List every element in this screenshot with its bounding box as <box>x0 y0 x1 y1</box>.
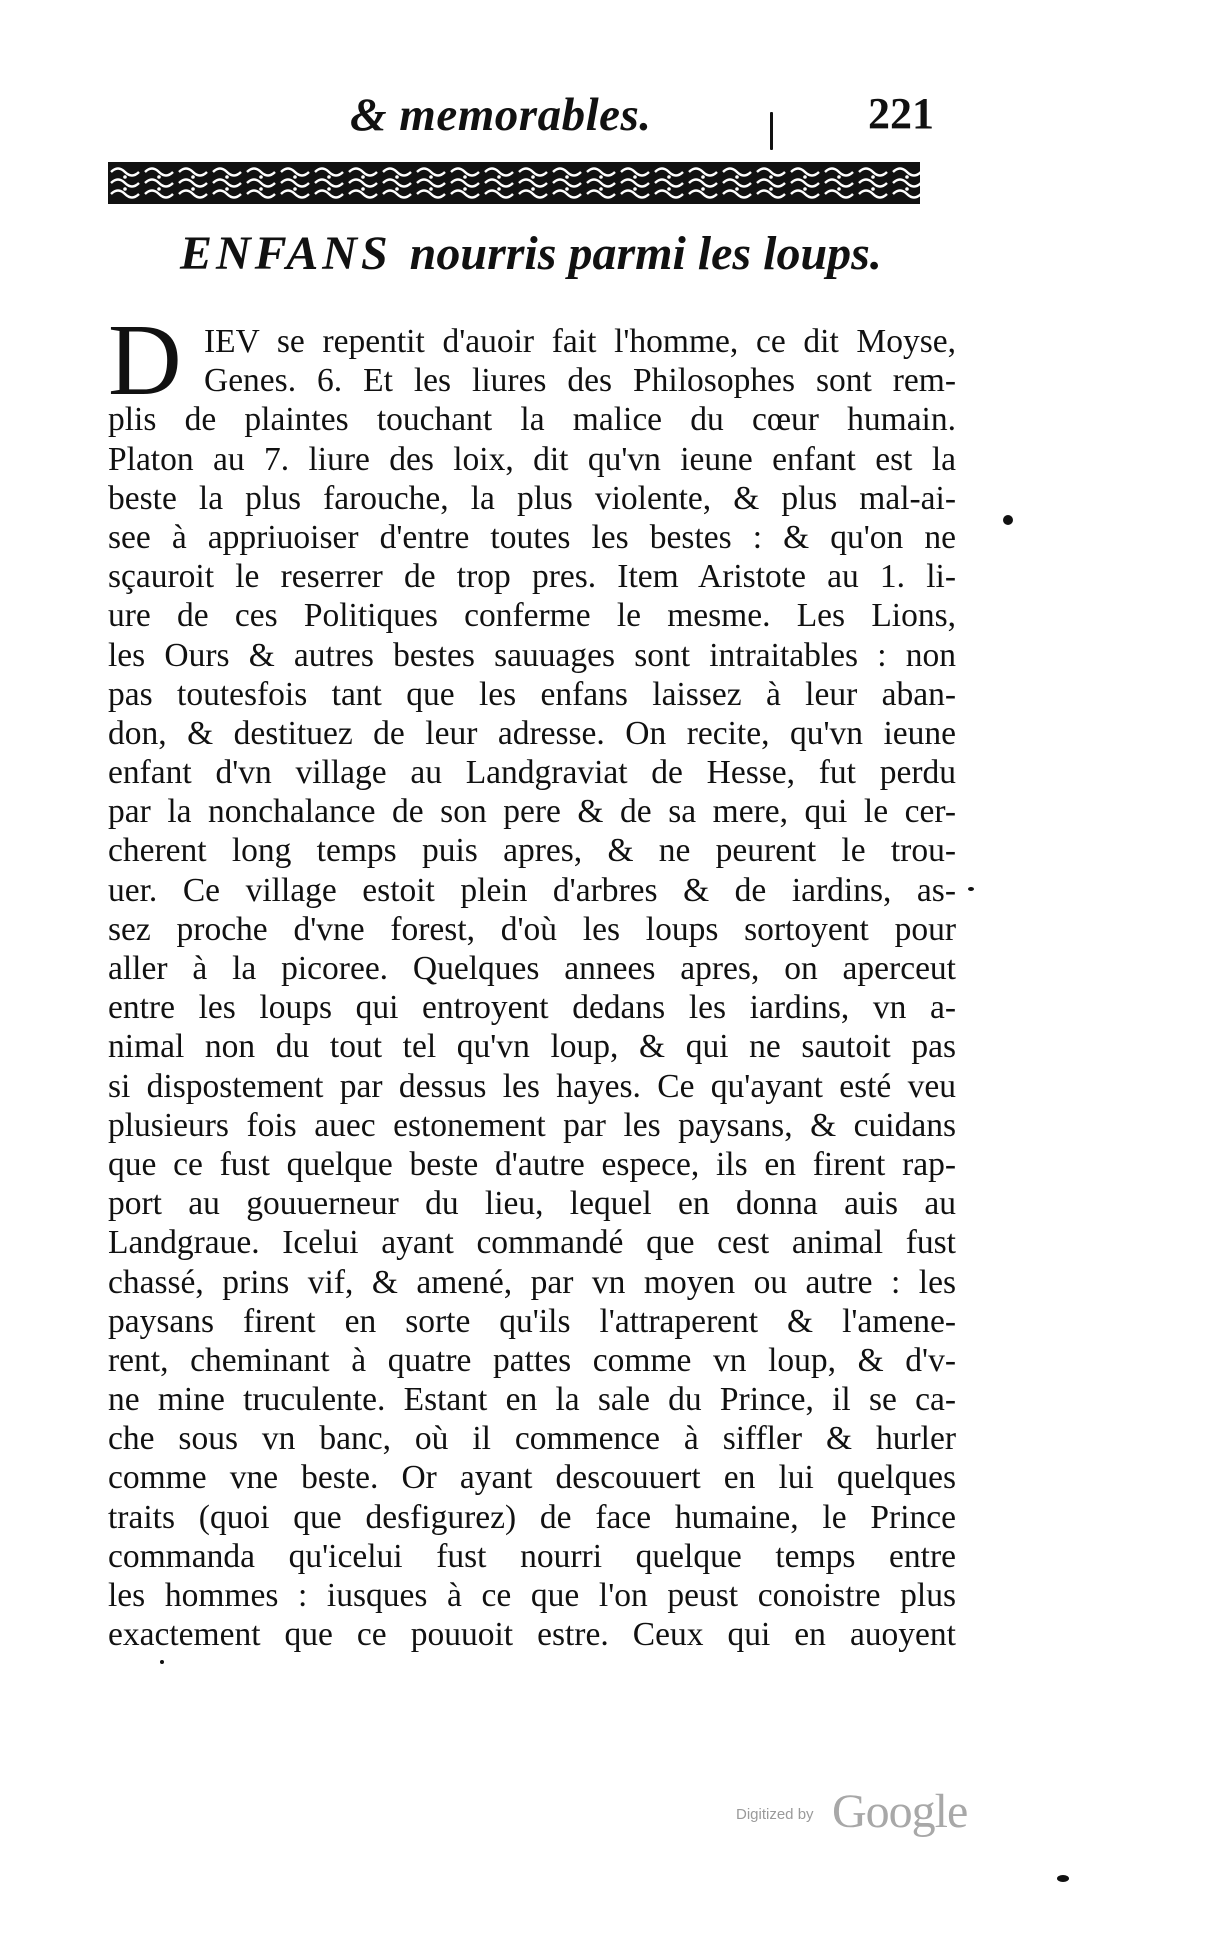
text-line: plusieurs fois auec estonement par les paysans, & cuidans <box>108 1106 956 1144</box>
text-line: entre les loups qui entroyent dedans les iardins, vn a- <box>108 989 956 1027</box>
text-line: don, & destituez de leur adresse. On recite, qu'vn ieune <box>108 714 956 752</box>
ornamental-border <box>108 162 920 204</box>
body-text <box>108 322 956 1654</box>
ink-speck <box>1003 515 1013 525</box>
text-line: see à appriuoiser d'entre toutes les bestes : & qu'on ne <box>108 518 956 556</box>
text-line: exactement que ce pouuoit estre. Ceux qui en auoyent <box>108 1616 956 1654</box>
text-line: les hommes : iusques à ce que l'on peust conoistre plus <box>108 1577 956 1614</box>
text-line: si dispostement par dessus les hayes. Ce qu'ayant esté veu <box>108 1067 956 1105</box>
text-line: par la nonchalance de son pere & de sa mere, qui le cer- <box>108 793 956 831</box>
running-head: & memorables. <box>350 89 652 141</box>
text-line: Platon au 7. liure des loix, dit qu'vn ieune enfant est la <box>108 440 956 478</box>
text-line: nimal non du tout tel qu'vn loup, & qui ne sautoit pas <box>108 1028 956 1066</box>
text-line: sez proche d'vne forest, d'où les loups sortoyent pour <box>108 910 956 948</box>
digitized-by-label: Digitized by <box>736 1806 814 1823</box>
text-line: Landgraue. Icelui ayant commandé que cest animal fust <box>108 1224 956 1262</box>
chapter-title-rest: nourris parmi les loups. <box>409 227 882 280</box>
text-line: uer. Ce village estoit plein d'arbres & de iardins, as- <box>108 871 956 909</box>
text-line: traits (quoi que desfigurez) de face humaine, le Prince <box>108 1498 956 1536</box>
text-line: commanda qu'icelui fust nourri quelque temps entre <box>108 1537 956 1575</box>
google-watermark: Google <box>832 1785 968 1838</box>
text-line: Genes. 6. Et les liures des Philosophes sont rem- <box>204 362 956 400</box>
text-line: enfant d'vn village au Landgraviat de Hesse, fut perdu <box>108 754 956 792</box>
text-line: sçauroit le reserrer de trop pres. Item Aristote au 1. li- <box>108 558 956 596</box>
text-line: comme vne beste. Or ayant descouuert en lui quelques <box>108 1459 956 1497</box>
text-line: rent, cheminant à quatre pattes comme vn loup, & d'v- <box>108 1341 956 1379</box>
text-line: port au gouuerneur du lieu, lequel en donna auis au <box>108 1185 956 1223</box>
ink-speck <box>968 887 974 891</box>
text-line: ure de ces Politiques conferme le mesme. Les Lions, <box>108 597 956 635</box>
ink-speck <box>770 112 773 150</box>
text-line: beste la plus farouche, la plus violente, & plus mal-ai- <box>108 479 956 517</box>
text-line: plis de plaintes touchant la malice du cœur humain. <box>108 401 956 439</box>
ink-speck <box>160 1660 164 1664</box>
text-line: cherent long temps puis apres, & ne peurent le trou- <box>108 832 956 870</box>
text-line: ne mine truculente. Estant en la sale du Prince, il se ca- <box>108 1381 956 1419</box>
text-line: chassé, prins vif, & amené, par vn moyen ou autre : les <box>108 1263 956 1301</box>
text-line: paysans firent en sorte qu'ils l'attraperent & l'amene- <box>108 1302 956 1340</box>
text-line: pas toutesfois tant que les enfans laissez à leur aban- <box>108 675 956 713</box>
ink-speck <box>1057 1875 1069 1882</box>
text-line: IEV se repentit d'auoir fait l'homme, ce dit Moyse, <box>204 323 956 360</box>
text-line: aller à la picoree. Quelques annees apres, on aperceut <box>108 950 956 987</box>
text-line: que ce fust quelque beste d'autre espece, ils en firent rap- <box>108 1145 956 1183</box>
chapter-title-caps: ENFANS <box>180 227 392 280</box>
chapter-title <box>180 226 882 281</box>
drop-cap: D <box>108 304 182 417</box>
text-line: che sous vn banc, où il commence à siffler & hurler <box>108 1420 956 1458</box>
text-line: les Ours & autres bestes sauuages sont intraitables : non <box>108 636 956 674</box>
page-number: 221 <box>868 89 934 138</box>
